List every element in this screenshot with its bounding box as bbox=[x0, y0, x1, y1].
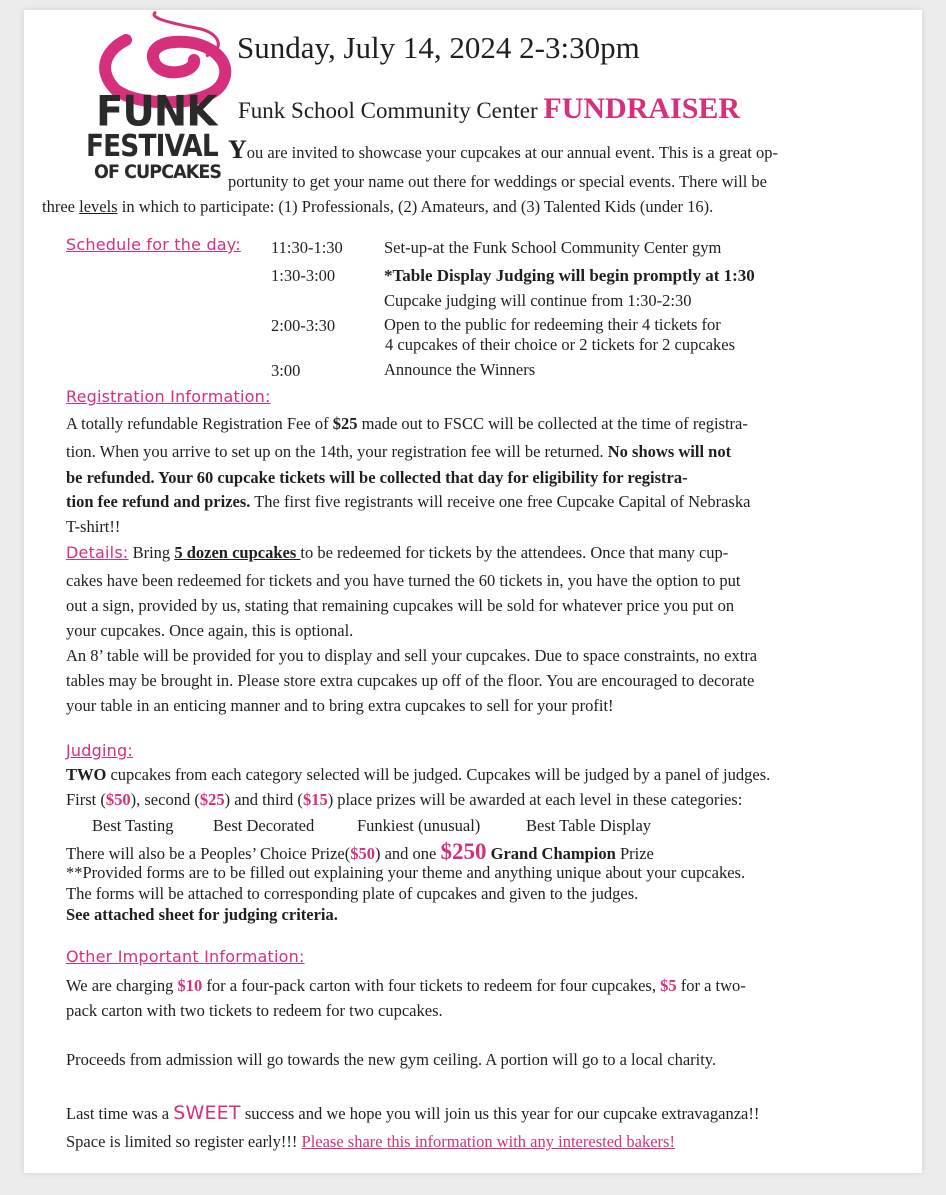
other-l1-a: We are charging bbox=[66, 976, 178, 995]
judging-l2-d: ) place prizes will be awarded at each level in these categories: bbox=[327, 790, 743, 809]
event-location-line bbox=[238, 92, 740, 126]
judging-l4-d: Prize bbox=[615, 844, 654, 863]
details-l1-post: to be redeemed for tickets by the attendees. Once that many cup- bbox=[300, 543, 729, 562]
schedule-heading: Schedule for the day: bbox=[66, 235, 241, 254]
other-l1-c: for a two- bbox=[676, 976, 746, 995]
schedule-text: Set-up-at the Funk School Community Center gym bbox=[384, 238, 722, 257]
judging-line-7: See attached sheet for judging criteria. bbox=[66, 905, 338, 924]
drop-cap: Y bbox=[228, 135, 247, 164]
schedule-text: Open to the public for redeeming their 4 tickets for bbox=[384, 315, 721, 334]
registration-line-5: T-shirt!! bbox=[66, 517, 121, 536]
peoples-choice-prize: $50 bbox=[350, 844, 375, 863]
judging-line-2 bbox=[66, 788, 742, 812]
schedule-time: 2:00-3:30 bbox=[271, 316, 336, 335]
details-heading: Details: bbox=[66, 543, 129, 562]
judging-category: Best Tasting bbox=[92, 816, 174, 835]
other-info-heading: Other Important Information: bbox=[66, 947, 305, 966]
five-dozen-cupcakes: 5 dozen cupcakes bbox=[174, 543, 301, 562]
judging-line-1 bbox=[66, 763, 770, 787]
registration-line-3: be refunded. Your 60 cupcake tickets will be collected that day for eligibility for registra- bbox=[66, 468, 688, 487]
registration-l4-post: The first five registrants will receive one free Cupcake Capital of Nebraska bbox=[250, 492, 751, 511]
judging-category: Best Table Display bbox=[526, 816, 652, 835]
registration-l2-bold: No shows will not bbox=[607, 442, 732, 461]
registration-l1-pre: A totally refundable Registration Fee of bbox=[66, 414, 333, 433]
grand-champion-prize: $250 bbox=[440, 839, 487, 864]
share-info-link[interactable]: Please share this information with any interested bakers! bbox=[301, 1132, 675, 1151]
registration-line-4 bbox=[66, 490, 750, 514]
intro-line-2: portunity to get your name out there for weddings or special events. There will be bbox=[228, 172, 768, 191]
details-line-5: An 8’ table will be provided for you to display and sell your cupcakes. Due to space constraints, no extra bbox=[66, 646, 758, 665]
flyer-page bbox=[24, 10, 922, 1173]
funk-festival-logo bbox=[86, 10, 236, 190]
event-location: Funk School Community Center bbox=[238, 98, 538, 123]
details-line-1 bbox=[66, 541, 728, 565]
logo-word-festival: FESTIVAL bbox=[86, 129, 218, 164]
other-line-4 bbox=[66, 1101, 759, 1126]
schedule-time: 1:30-3:00 bbox=[271, 266, 336, 285]
intro-line-3 bbox=[42, 195, 713, 219]
other-l1-b: for a four-pack carton with four tickets to redeem for four cupcakes, bbox=[202, 976, 661, 995]
other-line-5 bbox=[66, 1130, 675, 1154]
schedule-time: 3:00 bbox=[271, 361, 301, 380]
registration-l2-pre: tion. When you arrive to set up on the 14th, your registration fee will be returned. bbox=[66, 442, 608, 461]
judging-category: Funkiest (unusual) bbox=[357, 816, 481, 835]
judging-l2-c: ) and third ( bbox=[224, 790, 303, 809]
schedule-text: Announce the Winners bbox=[384, 360, 536, 379]
judging-l1-bold: TWO bbox=[66, 765, 107, 784]
judging-heading: Judging: bbox=[66, 741, 133, 760]
registration-l4-bold: tion fee refund and prizes. bbox=[66, 492, 251, 511]
other-l5-a: Space is limited so register early!!! bbox=[66, 1132, 302, 1151]
other-line-1 bbox=[66, 974, 746, 998]
judging-l2-b: ), second ( bbox=[130, 790, 200, 809]
event-date-time: Sunday, July 14, 2024 2-3:30pm bbox=[237, 30, 640, 65]
judging-l2-a: First ( bbox=[66, 790, 106, 809]
other-line-3: Proceeds from admission will go towards the new gym ceiling. A portion will go to a local charity. bbox=[66, 1050, 717, 1069]
judging-line-6: The forms will be attached to corresponding plate of cupcakes and given to the judges. bbox=[66, 884, 639, 903]
levels-text: levels bbox=[79, 197, 118, 216]
schedule-text: *Table Display Judging will begin promptly at 1:30 bbox=[384, 266, 755, 285]
judging-category: Best Decorated bbox=[213, 816, 315, 835]
other-line-2: pack carton with two tickets to redeem for two cupcakes. bbox=[66, 1001, 443, 1020]
sweet-word: SWEET bbox=[173, 1102, 241, 1124]
two-pack-price: $5 bbox=[660, 976, 677, 995]
logo-word-funk: FUNK bbox=[96, 87, 217, 137]
intro-line-3-post: in which to participate: (1) Professionals, (2) Amateurs, and (3) Talented Kids (under 16). bbox=[117, 197, 714, 216]
other-l4-a: Last time was a bbox=[66, 1104, 174, 1123]
details-line-2: cakes have been redeemed for tickets and you have turned the 60 tickets in, you have the option to put bbox=[66, 571, 741, 590]
judging-l4-a: There will also be a Peoples’ Choice Prize( bbox=[66, 844, 351, 863]
registration-heading: Registration Information: bbox=[66, 387, 271, 406]
registration-l1-post: made out to FSCC will be collected at the time of registra- bbox=[357, 414, 748, 433]
logo-word-of-cupcakes: OF CUPCAKES bbox=[94, 161, 222, 183]
intro-line-1 bbox=[228, 135, 778, 165]
intro-line-3-pre: three bbox=[42, 197, 80, 216]
fundraiser-label: FUNDRAISER bbox=[543, 92, 741, 125]
four-pack-price: $10 bbox=[177, 976, 203, 995]
judging-line-5: **Provided forms are to be filled out explaining your theme and anything unique about your cupcakes. bbox=[66, 863, 746, 882]
judging-l4-bold: Grand Champion bbox=[490, 844, 616, 863]
details-line-3: out a sign, provided by us, stating that remaining cupcakes will be sold for whatever price you put on bbox=[66, 596, 735, 615]
second-prize: $25 bbox=[199, 790, 225, 809]
schedule-time: 11:30-1:30 bbox=[271, 238, 343, 257]
schedule-text: 4 cupcakes of their choice or 2 tickets for 2 cupcakes bbox=[385, 335, 736, 354]
schedule-text: Cupcake judging will continue from 1:30-2:30 bbox=[384, 291, 692, 310]
intro-text-1: ou are invited to showcase your cupcakes at our annual event. This is a great op- bbox=[246, 143, 778, 162]
details-line-6: tables may be brought in. Please store extra cupcakes up off of the floor. You are encouraged to decorate bbox=[66, 671, 755, 690]
registration-line-1 bbox=[66, 412, 748, 436]
first-prize: $50 bbox=[105, 790, 131, 809]
judging-l1-post: cupcakes from each category selected will be judged. Cupcakes will be judged by a panel of judges. bbox=[106, 765, 771, 784]
details-line-4: your cupcakes. Once again, this is optional. bbox=[66, 621, 354, 640]
details-l1-pre: Bring bbox=[128, 543, 175, 562]
judging-l4-b: ) and one bbox=[374, 844, 441, 863]
registration-fee: $25 bbox=[332, 414, 358, 433]
details-line-7: your table in an enticing manner and to bring extra cupcakes to sell for your profit! bbox=[66, 696, 614, 715]
third-prize: $15 bbox=[302, 790, 328, 809]
other-l4-b: success and we hope you will join us this year for our cupcake extravaganza!! bbox=[240, 1104, 760, 1123]
registration-line-2 bbox=[66, 440, 731, 464]
